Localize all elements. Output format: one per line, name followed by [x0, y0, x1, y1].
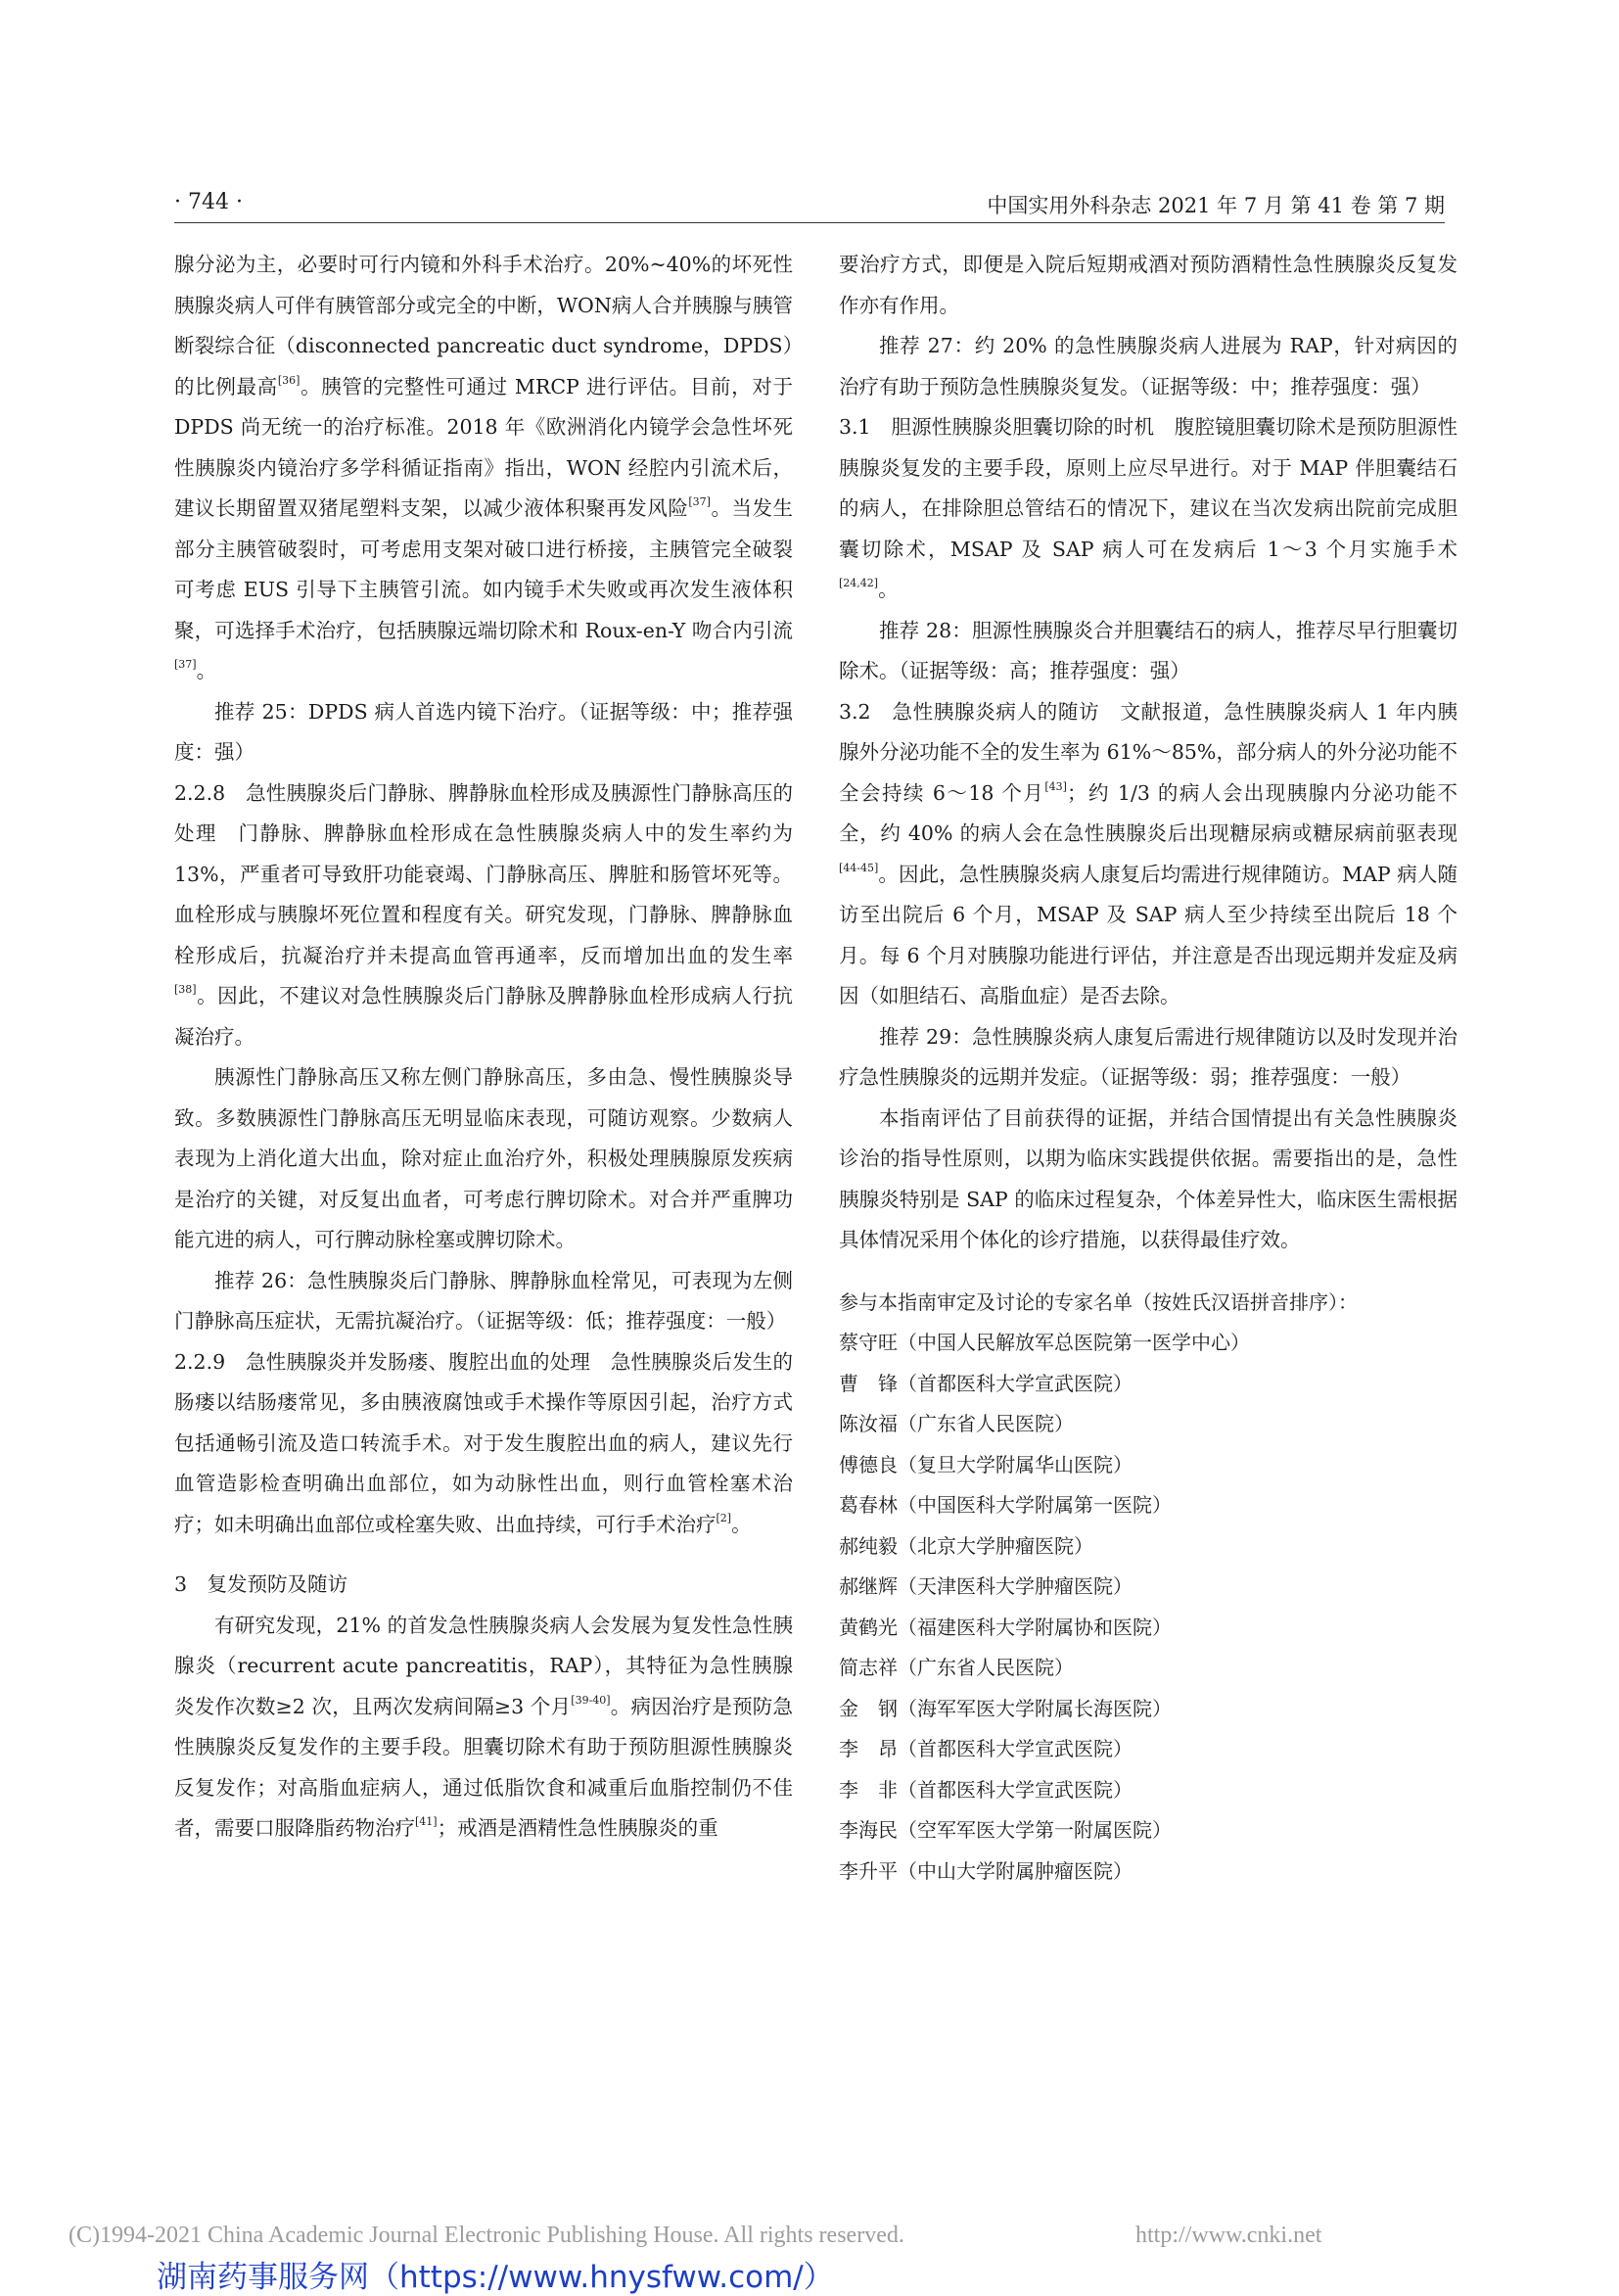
recommendation-29: 推荐 29：急性胰腺炎病人康复后需进行规律随访以及时发现并治疗急性胰腺炎的远期并发症。（证据等级：弱；推荐强度：一般） [839, 1024, 1457, 1089]
paragraph-portal-hypertension: 胰源性门静脉高压又称左侧门静脉高压，多由急、慢性胰腺炎导致。多数胰源性门静脉高压无明显临床表现，可随访观察。少数病人表现为上消化道大出血，除对症止血治疗外，积极处理胰腺原发疾病是治疗的关键，对反复出血者，可考虑行脾切除术。对合并严重脾功能亢进的病人，可行脾动脉栓塞或脾切除术。 [174, 1065, 793, 1251]
section-3-2: 3.2 急性胰腺炎病人的随访 文献报道，急性胰腺炎病人 1 年内胰腺外分泌功能不全的发生率为 61%～85%，部分病人的外分泌功能不全会持续 6～18 个月[43]；约 1/3 的病人会出现胰腺内分泌功能不全，约 40% 的病人会在急性胰腺炎后出现糖尿病或糖尿病前驱表现[44-45]。因此，急性胰腺炎病人康复后均需进行规律随访。MAP 病人随访至出院后 6 个月，MSAP 及 SAP 病人至少持续至出院后 18 个月。每 6 个月对胰腺功能进行评估，并注意是否出现远期并发症及病因（如胆结石、高脂血症）是否去除。 [839, 699, 1458, 1007]
expert-item: 简志祥（广东省人民医院） [839, 1656, 1074, 1679]
citation[interactable]: [37] [688, 495, 711, 509]
left-column [174, 245, 793, 1850]
expert-item: 李 昂（首都医科大学宣武医院） [839, 1737, 1133, 1760]
copyright-footer [69, 2223, 1322, 2249]
paragraph-conclusion: 本指南评估了目前获得的证据，并结合国情提出有关急性胰腺炎诊治的指导性原则，以期为临床实践提供依据。需要指出的是，急性胰腺炎特别是 SAP 的临床过程复杂，个体差异性大，临床医生需根据具体情况采用个体化的诊疗措施，以获得最佳疗效。 [839, 1105, 1457, 1251]
expert-item: 黄鹤光（福建医科大学附属协和医院） [839, 1615, 1172, 1639]
expert-list-section [839, 1283, 1457, 1893]
section-heading: 2.2.8 急性胰腺炎后门静脉、脾静脉血栓形成及胰源性门静脉高压的处理 [174, 780, 793, 845]
page-number: · 744 · [174, 190, 243, 214]
journal-citation: 中国实用外科杂志 2021 年 7 月 第 41 卷 第 7 期 [987, 194, 1445, 217]
citation[interactable]: [36] [277, 373, 301, 387]
cnki-link[interactable]: http://www.cnki.net [1135, 2223, 1322, 2248]
citation[interactable]: [37] [174, 658, 197, 672]
section-3-1: 3.1 胆源性胰腺炎胆囊切除的时机 腹腔镜胆囊切除术是预防胆源性胰腺炎复发的主要手段，原则上应尽早进行。对于 MAP 伴胆囊结石的病人，在排除胆总管结石的情况下，建议在当次发病出院前完成胆囊切除术，MSAP 及 SAP 病人可在发病后 1～3 个月实施手术[24,42]。 [839, 415, 1458, 601]
expert-item: 曹 锋（首都医科大学宣武医院） [839, 1371, 1133, 1395]
recommendation-27: 推荐 27：约 20% 的急性胰腺炎病人进展为 RAP，针对病因的治疗有助于预防急性胰腺炎复发。（证据等级：中；推荐强度：强） [839, 334, 1457, 398]
section-heading: 3.1 胆源性胰腺炎胆囊切除的时机 [839, 415, 1155, 439]
recommendation-25: 推荐 25：DPDS 病人首选内镜下治疗。（证据等级：中；推荐强度：强） [174, 699, 793, 764]
expert-list [839, 1323, 1457, 1892]
recommendation-26: 推荐 26：急性胰腺炎后门静脉、脾静脉血栓常见，可表现为左侧门静脉高压症状，无需抗凝治疗。（证据等级：低；推荐强度：一般） [174, 1268, 793, 1333]
section-3-heading: 3 复发预防及随访 [174, 1572, 348, 1596]
citation[interactable]: [39-40] [571, 1693, 611, 1707]
citation[interactable]: [38] [174, 983, 197, 997]
section-2-2-9: 2.2.9 急性胰腺炎并发肠瘘、腹腔出血的处理 急性胰腺炎后发生的肠瘘以结肠瘘常见，多由胰液腐蚀或手术操作等原因引起，治疗方式包括通畅引流及造口转流手术。对于发生腹腔出血的病人，建议先行血管造影检查明确出血部位，如为动脉性出血，则行血管栓塞术治疗；如未明确出血部位或栓塞失败、出血持续，可行手术治疗[2]。 [174, 1349, 793, 1536]
right-column [839, 245, 1457, 1892]
paragraph-recurrence: 有研究发现，21% 的首发急性胰腺炎病人会发展为复发性急性胰腺炎（recurrent acute pancreatitis，RAP），其特征为急性胰腺炎发作次数≥2 次，且两次发病间隔≥3 个月[39-40]。病因治疗是预防急性胰腺炎反复发作的主要手段。胆囊切除术有助于预防胆源性胰腺炎反复发作；对高脂血症病人，通过低脂饮食和减重后血脂控制仍不佳者，需要口服降脂药物治疗[41]；戒酒是酒精性急性胰腺炎的重 [174, 1613, 793, 1840]
paragraph-dpds: 腺分泌为主，必要时可行内镜和外科手术治疗。20%~40%的坏死性胰腺炎病人可伴有胰管部分或完全的中断，WON病人合并胰腺与胰管断裂综合征（disconnected pancreatic duct syndrome，DPDS）的比例最高[36]。胰管的完整性可通过 MRCP 进行评估。目前，对于 DPDS 尚无统一的治疗标准。2018 年《欧洲消化内镜学会急性坏死性胰腺炎内镜治疗多学科循证指南》指出，WON 经腔内引流术后，建议长期留置双猪尾塑料支架，以减少液体积聚再发风险[37]。当发生部分主胰管破裂时，可考虑用支架对破口进行桥接，主胰管完全破裂可考虑 EUS 引导下主胰管引流。如内镜手术失败或再次发生液体积聚，可选择手术治疗，包括胰腺远端切除术和 Roux-en-Y 吻合内引流[37]。 [174, 253, 794, 682]
expert-item: 葛春林（中国医科大学附属第一医院） [839, 1493, 1172, 1517]
expert-item: 李升平（中山大学附属肿瘤医院） [839, 1858, 1133, 1883]
section-heading: 2.2.9 急性胰腺炎并发肠瘘、腹腔出血的处理 [174, 1349, 591, 1374]
watermark-link[interactable]: 湖南药事服务网（https://www.hnysfww.com/） [157, 2260, 834, 2295]
expert-item: 李海民（空军军医大学第一附属医院） [839, 1818, 1172, 1842]
citation[interactable]: [2] [716, 1511, 732, 1524]
citation[interactable]: [41] [415, 1815, 438, 1829]
section-2-2-8: 2.2.8 急性胰腺炎后门静脉、脾静脉血栓形成及胰源性门静脉高压的处理 门静脉、脾静脉血栓形成在急性胰腺炎病人中的发生率约为 13%，严重者可导致肝功能衰竭、门静脉高压、脾脏和肠管坏死等。血栓形成与胰腺坏死位置和程度有关。研究发现，门静脉、脾静脉血栓形成后，抗凝治疗并未提高血管再通率，反而增加出血的发生率[38]。因此，不建议对急性胰腺炎后门静脉及脾静脉血栓形成病人行抗凝治疗。 [174, 780, 794, 1049]
expert-item: 郝继辉（天津医科大学肿瘤医院） [839, 1574, 1133, 1598]
paragraph-continued: 要治疗方式，即便是入院后短期戒酒对预防酒精性急性胰腺炎反复发作亦有作用。 [839, 253, 1457, 317]
expert-item: 金 钢（海军军医大学附属长海医院） [839, 1696, 1172, 1720]
section-heading: 3.2 急性胰腺炎病人的随访 [839, 699, 1100, 724]
citation[interactable]: [44-45] [839, 861, 879, 874]
page-header [174, 184, 1445, 223]
copyright-text: (C)1994-2021 China Academic Journal Electronic Publishing House. All rights reserved. [69, 2223, 904, 2248]
expert-list-intro: 参与本指南审定及讨论的专家名单（按姓氏汉语拼音排序）： [839, 1289, 1358, 1314]
recommendation-28: 推荐 28：胆源性胰腺炎合并胆囊结石的病人，推荐尽早行胆囊切除术。（证据等级：高；推荐强度：强） [839, 618, 1457, 682]
header-rule [174, 222, 1445, 223]
expert-item: 傅德良（复旦大学附属华山医院） [839, 1452, 1133, 1476]
citation[interactable]: [43] [1044, 779, 1067, 793]
expert-item: 郝纯毅（北京大学肿瘤医院） [839, 1533, 1093, 1558]
citation[interactable]: [24,42] [839, 577, 879, 590]
expert-item: 蔡守旺（中国人民解放军总医院第一医学中心） [839, 1331, 1250, 1354]
expert-item: 陈汝福（广东省人民医院） [839, 1412, 1074, 1435]
expert-item: 李 非（首都医科大学宣武医院） [839, 1777, 1133, 1802]
